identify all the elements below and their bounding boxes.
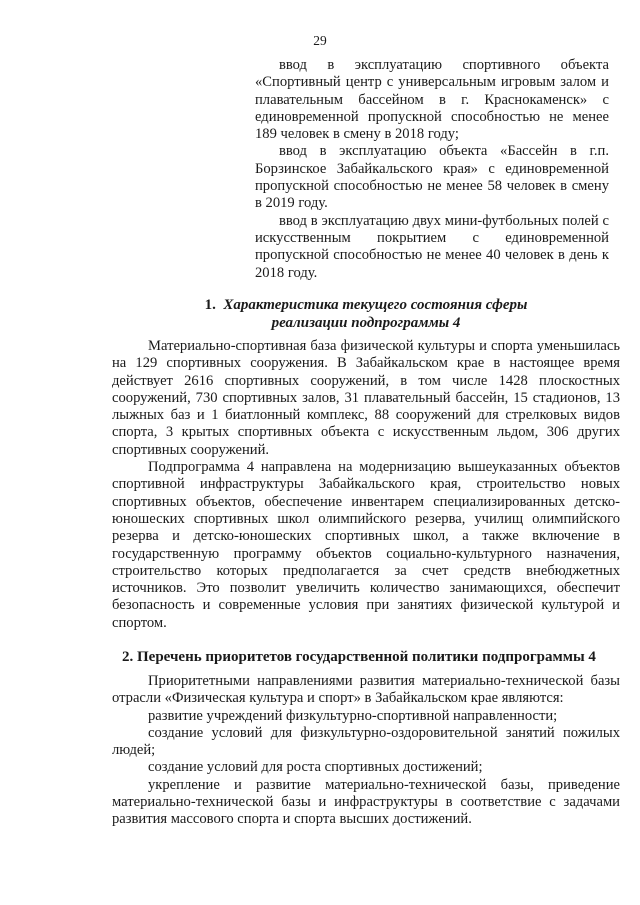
paragraph: Материально-спортивная база физической культуры и спорта уменьшилась на 129 спортивных сооружения. В Забайкальском крае в настоящее время действует 2616 спортивных сооружений, в том числе 1428 плоскостных сооружений, 730 спортивных залов, 31 плавательный бассейн, 15 стадионов, 13 лыжных баз и 1 биатлонный комплекс, 88 сооружений для стрелковых видов спорта, 3 крытых спортивных объекта с искусственным льдом, 306 других спортивных сооружений. <box>112 338 620 458</box>
section-1-title-line2: реализации подпрограммы 4 <box>271 315 461 331</box>
section-1-heading <box>112 296 620 332</box>
section-1-body <box>112 338 620 632</box>
section-1-heading-line1 <box>112 296 620 314</box>
intro-item: ввод в эксплуатацию спортивного объекта «Спортивный центр с универсальным игровым залом и плавательным бассейном в г. Краснокаменск» с единовременной пропускной способностью не менее 189 человек в смену в 2018 году; <box>255 57 609 143</box>
paragraph: создание условий для физкультурно-оздоровительной занятий пожилых людей; <box>112 724 620 759</box>
section-2-body <box>112 673 620 829</box>
paragraph: укрепление и развитие материально-технической базы, приведение материально-технической базы и инфраструктуры в соответствие с задачами развития массового спорта и спорта высших достижений. <box>112 776 620 828</box>
section-1-title-line1: Характеристика текущего состояния сферы <box>223 297 528 313</box>
intro-list <box>255 57 609 282</box>
paragraph: развитие учреждений физкультурно-спортивной направленности; <box>148 707 558 724</box>
section-1-number: 1. <box>204 297 216 313</box>
page-number: 29 <box>313 33 327 48</box>
paragraph: Подпрограмма 4 направлена на модернизацию вышеуказанных объектов спортивной инфраструктуры Забайкальского края, строительство новых спортивных объектов, обеспечение инвентарем специализированных детско-юношеских спортивных школ олимпийского резерва, училищ олимпийского резерва и детско-юношеских спортивных школ, а также включение в государственную программу объектов социально-культурного назначения, строительство которых предполагается за счет средств внебюджетных источников. Это позволит увеличить количество занимающихся, обеспечит безопасность и современные условия при занятиях физической культурой и спортом. <box>112 459 620 631</box>
intro-item: ввод в эксплуатацию объекта «Бассейн в г.п. Борзинское Забайкальского края» с единовременной пропускной способностью не менее 58 человек в смену в 2019 году. <box>255 143 609 212</box>
paragraph: создание условий для роста спортивных достижений; <box>148 759 483 776</box>
intro-item: ввод в эксплуатацию двух мини-футбольных полей с искусственным покрытием с единовременной пропускной способностью не менее 40 человек в день к 2018 году. <box>255 212 609 281</box>
paragraph: Приоритетными направлениями развития материально-технической базы отрасли «Физическая культура и спорт» в Забайкальском крае являются: <box>112 673 620 707</box>
section-2-heading: 2. Перечень приоритетов государственной политики подпрограммы 4 <box>122 649 596 665</box>
